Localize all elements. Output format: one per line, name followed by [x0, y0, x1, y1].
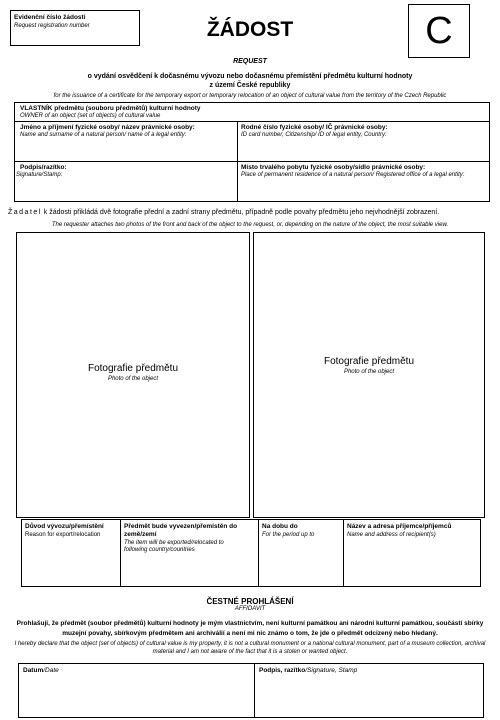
- photo-back-title: Fotografie předmětu: [323, 356, 415, 367]
- export-country-cell[interactable]: [121, 520, 257, 586]
- export-recipient-label: Název a adresa příjemce/příjemců: [347, 523, 452, 530]
- owner-name-label: Jméno a příjmení fyzické osoby/ název právnické osoby:: [20, 124, 195, 131]
- date-label-en: /Date: [43, 667, 59, 674]
- photo-front-title: Fotografie předmětu: [87, 363, 179, 374]
- date-label-cz: Datum: [23, 667, 44, 674]
- purpose-en: for the issuance of a certificate for the temporary export or temporary relocation of an object of cultural value from the territory of the Czech Republic: [53, 93, 447, 99]
- attachment-instruction-text: k žádosti přikládá dvě fotografie přední a zadní strany předmětu, případně podle povahy předmětu jeho nejvhodnější zobrazení.: [41, 209, 440, 216]
- export-recipient-label-en: Name and address of recipient(s): [347, 532, 436, 538]
- export-reason-cell[interactable]: [22, 520, 119, 586]
- export-details-table: [21, 519, 481, 587]
- owner-id-label-en: ID card number, Citizenship/ ID of legal entity, Country:: [241, 132, 387, 138]
- owner-residence-field[interactable]: [238, 162, 489, 201]
- form-letter: C: [425, 10, 453, 52]
- registration-number-label-en: Request registration number: [14, 23, 90, 29]
- owner-signature-label: Podpis/razítko:: [20, 164, 67, 171]
- document-title: ŽÁDOST: [206, 18, 294, 41]
- signature-stamp-label: [259, 667, 357, 675]
- export-country-label-en: The item will be exported/relocated to following country/countries: [124, 540, 224, 553]
- footer-signature-table: [18, 663, 484, 718]
- owner-name-field[interactable]: [15, 122, 236, 161]
- purpose-cz-line1: o vydání osvědčení k dočasnému vývozu nebo dočasnému přemístění předmětu kulturní hodnoty: [87, 73, 413, 80]
- export-reason-label-en: Reason for export/relocation: [25, 532, 101, 538]
- form-letter-box: [408, 4, 470, 58]
- affidavit-text-en: I hereby declare that the object (set of objects) of cultural value is my property, it is not a cultural monument or a national cultural monument, part of a museum collection, archival material and I am not aware of the fact that it is a stolen or wanted object.: [14, 641, 486, 655]
- registration-number-label: Evidenční číslo žádosti: [14, 14, 86, 21]
- affidavit-title: ČESTNÉ PROHLÁŠENÍ: [206, 597, 294, 606]
- affidavit-text: Prohlašuji, že předmět (soubor předmětů) kulturní hodnoty je mým vlastnictvím, není kulturní památkou ani národní kulturní památkou, součástí sbírky muzejní povahy, sbírkovým předmětem ani archiválií a není mi nic známo o tom, že jde o předmět odcizený nebo hledaný.: [16, 620, 484, 637]
- attachment-instruction: [8, 209, 498, 217]
- photo-front-subtitle: Photo of the object: [107, 376, 159, 382]
- photo-box-back[interactable]: [253, 232, 485, 518]
- applicant-label: Žadatel: [8, 209, 42, 216]
- photo-back-subtitle: Photo of the object: [343, 369, 395, 375]
- owner-section: [14, 102, 490, 202]
- photo-box-front[interactable]: [16, 232, 250, 518]
- owner-id-label: Rodné číslo fyzické osoby/ IČ právnické osoby:: [241, 124, 388, 131]
- export-period-label: Na dobu do: [262, 523, 298, 530]
- signature-stamp-field[interactable]: [255, 664, 483, 717]
- date-field[interactable]: [19, 664, 253, 717]
- owner-name-label-en: Name and surname of a natural person/ name of a legal entity:: [20, 132, 187, 138]
- export-period-label-en: For the period up to: [262, 532, 315, 538]
- attachment-instruction-en: The requester attaches two photos of the front and back of the object to the request, or, depending on the nature of the object, the most suitable view.: [51, 222, 449, 228]
- signature-stamp-label-en: /Signature, Stamp: [305, 667, 358, 674]
- affidavit-title-en: AFFIDAVIT: [234, 606, 266, 612]
- owner-residence-label: Místo trvalého pobytu fyzické osoby/sídlo právnické osoby:: [241, 164, 426, 171]
- signature-stamp-label-cz: Podpis, razítko: [259, 667, 306, 674]
- owner-signature-field[interactable]: [15, 162, 236, 201]
- purpose-cz-line2: z území České republiky: [209, 82, 291, 89]
- export-recipient-cell[interactable]: [344, 520, 480, 586]
- owner-signature-label-en: Signature/Stamp:: [16, 172, 63, 178]
- export-reason-label: Důvod vývozu/přemístění: [25, 523, 104, 530]
- document-subtitle-en: REQUEST: [233, 58, 267, 65]
- owner-heading-en: OWNER of an object (set of objects) of cultural value: [20, 113, 161, 119]
- owner-id-field[interactable]: [238, 122, 489, 161]
- export-period-cell[interactable]: [259, 520, 342, 586]
- registration-number-box[interactable]: [10, 10, 140, 46]
- owner-heading: VLASTNÍK předmětu (souboru předmětů) kulturní hodnoty: [20, 105, 201, 112]
- date-label: [23, 667, 59, 675]
- owner-residence-label-en: Place of permanent residence of a natural person/ Registered office of a legal entity:: [241, 172, 465, 178]
- export-country-label: Předmět bude vyvezen/přemístěn do země/zemí: [124, 523, 238, 538]
